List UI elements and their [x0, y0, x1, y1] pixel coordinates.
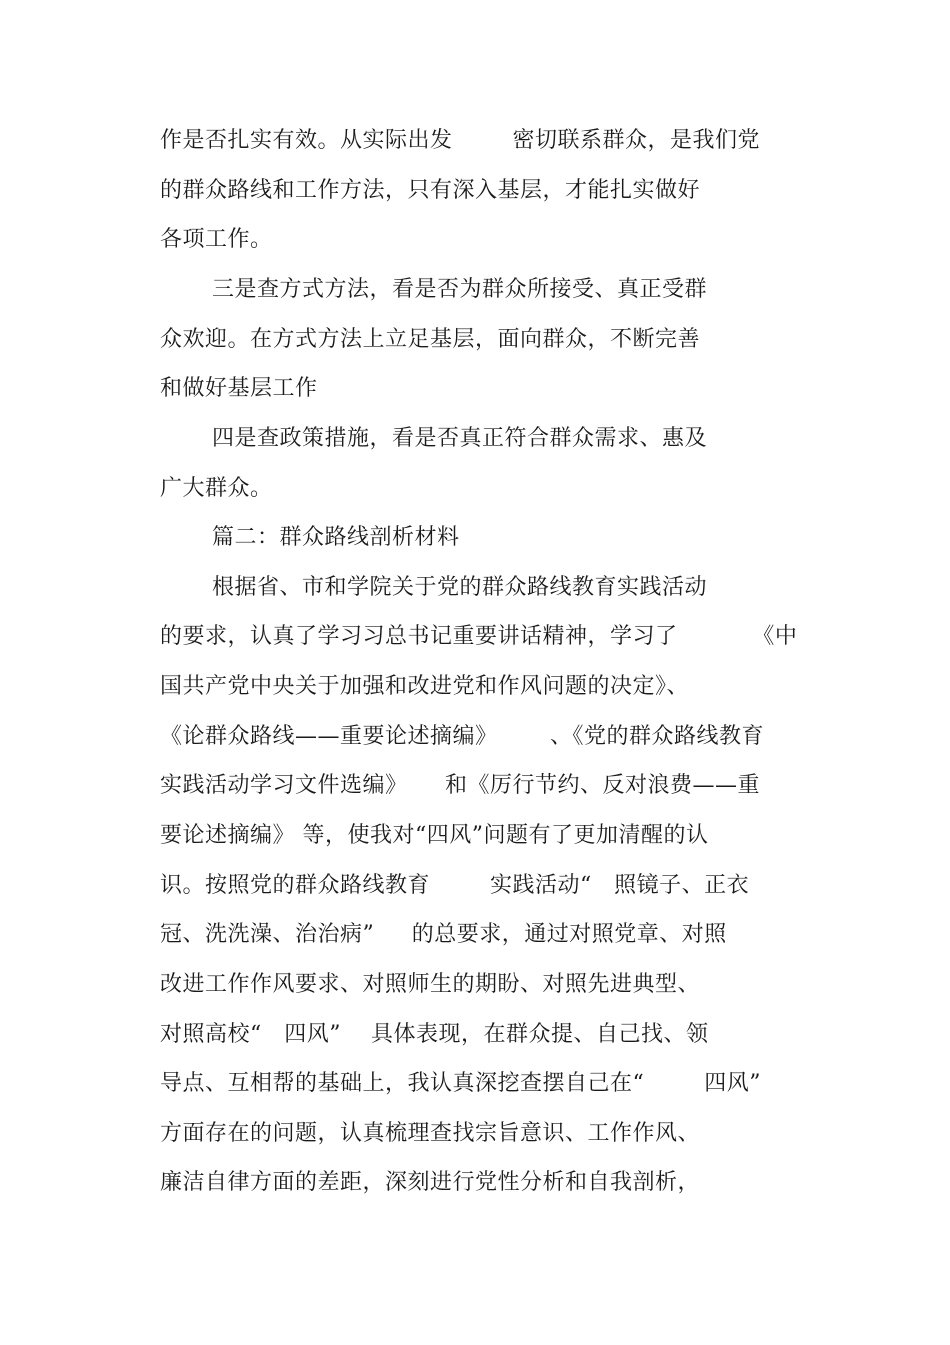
text-line: 方面存在的问题，认真梳理查找宗旨意识、工作作风、	[160, 1121, 701, 1146]
text-line: 冠、洗洗澡、治治病” 的总要求，通过对照党章、对照	[160, 922, 727, 947]
section-heading: 篇二：群众路线剖析材料	[212, 525, 460, 550]
text-line: 各项工作。	[160, 227, 273, 252]
text-line: 导点、互相帮的基础上，我认真深挖查摆自己在“ 四风”	[160, 1071, 761, 1096]
text-line: 要论述摘编》 等，使我对“四风”问题有了更加清醒的认	[160, 823, 709, 848]
text-line: 众欢迎。在方式方法上立足基层，面向群众，不断完善	[160, 327, 701, 352]
text-line: 实践活动学习文件选编》 和《厉行节约、反对浪费——重	[160, 773, 760, 798]
text-line: 改进工作作风要求、对照师生的期盼、对照先进典型、	[160, 972, 701, 997]
text-line: 国共产党中央关于加强和改进党和作风问题的决定》、	[160, 674, 690, 699]
text-line: 的群众路线和工作方法，只有深入基层，才能扎实做好	[160, 178, 701, 203]
text-line: 根据省、市和学院关于党的群众路线教育实践活动	[212, 575, 708, 600]
text-line: 和做好基层工作	[160, 376, 318, 401]
text-line: 的要求，认真了学习习总书记重要讲话精神，学习了 《中	[160, 624, 798, 649]
text-line: 作是否扎实有效。从实际出发 密切联系群众，是我们党	[160, 128, 760, 153]
text-line: 识。按照党的群众路线教育 实践活动“ 照镜子、正衣	[160, 873, 750, 898]
text-line: 四是查政策措施，看是否真正符合群众需求、惠及	[212, 426, 708, 451]
text-line: 三是查方式方法，看是否为群众所接受、真正受群	[212, 277, 708, 302]
text-line: 《论群众路线——重要论述摘编》 、《党的群众路线教育	[160, 724, 764, 749]
text-line: 对照高校“ 四风” 具体表现，在群众提、自己找、领	[160, 1022, 709, 1047]
text-line: 廉洁自律方面的差距，深刻进行党性分析和自我剖析，	[160, 1170, 701, 1195]
text-line: 广大群众。	[160, 476, 273, 501]
